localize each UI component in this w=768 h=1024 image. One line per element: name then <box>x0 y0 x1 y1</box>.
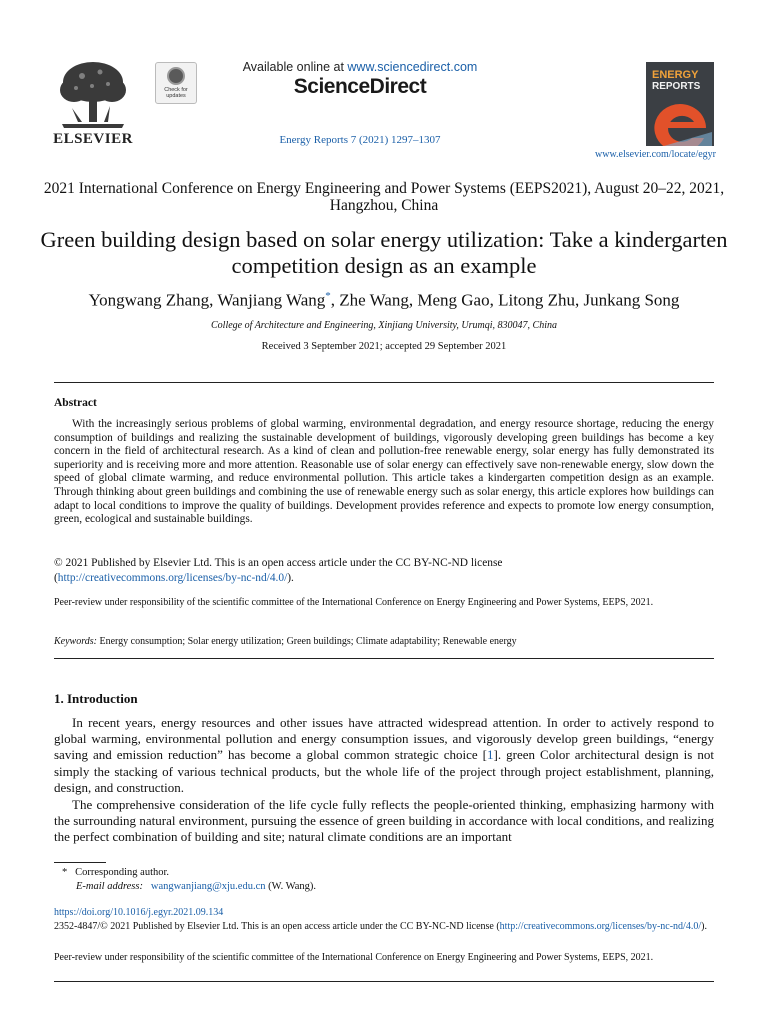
abstract-license: © 2021 Published by Elsevier Ltd. This is an open access article under the CC BY-NC-ND license (http://creativecommons.org/licenses/by-nc-nd/4.0/). <box>54 557 503 584</box>
journal-citation[interactable]: Energy Reports 7 (2021) 1297–1307 <box>279 134 441 146</box>
conference-line: 2021 International Conference on Energy Engineering and Power Systems (EEPS2021), August 20–22, 2021, Hangzhou, China <box>43 180 725 214</box>
keywords: Keywords: Energy consumption; Solar energy utilization; Green buildings; Climate adaptability; Renewable energy <box>54 636 517 647</box>
cover-title-line1: ENERGY <box>652 69 699 81</box>
bottom-peer-review: Peer-review under responsibility of the scientific committee of the International Conference on Energy Engineering and Power Systems, EEPS, 2021. <box>54 952 654 963</box>
bottom-license-link[interactable]: http://creativecommons.org/licenses/by-nc-nd/4.0/ <box>499 921 702 932</box>
article-title: Green building design based on solar energy utilization: Take a kindergarten competition design as an example <box>40 227 728 278</box>
affiliation: College of Architecture and Engineering, Xinjiang University, Urumqi, 830047, China <box>211 320 557 331</box>
author-list: Yongwang Zhang, Wanjiang Wang*, Zhe Wang, Meng Gao, Litong Zhu, Junkang Song <box>88 290 680 310</box>
received-dates: Received 3 September 2021; accepted 29 September 2021 <box>261 341 507 352</box>
check-for-updates-badge[interactable] <box>155 62 197 104</box>
license-link[interactable]: http://creativecommons.org/licenses/by-nc-nd/4.0/ <box>57 571 288 584</box>
check-updates-label: Check for updates <box>164 87 188 99</box>
section-heading-introduction: 1. Introduction <box>54 691 138 706</box>
reference-link[interactable]: 1 <box>487 747 494 763</box>
abstract-heading: Abstract <box>54 397 97 409</box>
journal-cover[interactable] <box>646 62 714 146</box>
publisher-name: ELSEVIER <box>53 131 133 147</box>
available-online: Available online at www.sciencedirect.com <box>242 60 478 74</box>
divider <box>54 981 714 982</box>
journal-homepage-link[interactable]: www.elsevier.com/locate/egyr <box>595 149 716 160</box>
cover-e-graphic <box>648 98 712 146</box>
abstract-body: With the increasingly serious problems of global warming, environmental degradation, and energy resource shortage, reducing the energy consumption of buildings and realizing the sustainable development of buildings, vigorously developing green buildings has become a key concern in the field of architectural research. As a kind of clean and pollution-free renewable energy, solar energy has fully demonstrated its superiority and is receiving more and more attention. Reasonable use of solar energy can effectively save non-renewable energy, slow down the speed of global climate warming, and reduce environmental pollution. This article takes a kindergarten competition design as an example. Through thinking about green buildings and combining the use of renewable energy such as solar energy, this article explores how buildings can adapt to local conditions to improve the quality of buildings. Development provides reference and expects to promote low energy consumption, green, ecological and sustainable buildings. <box>54 418 714 526</box>
divider <box>54 658 714 659</box>
doi-url[interactable]: https://doi.org/10.1016/j.egyr.2021.09.134 <box>54 907 224 918</box>
intro-paragraph-1: In recent years, energy resources and other issues have attracted widespread attention. In order to actively respond to global warming, environmental pollution and energy consumption issues, and vigorously develop green buildings, “energy saving and emission reduction” has become a global common strategic choice [1]. green Color architectural design is not simply the stacking of various technical products, but the whole life of the project through project establishment, planning, design, and construction. <box>54 715 714 795</box>
doi-link <box>54 906 714 919</box>
author-email-link[interactable]: wangwanjiang@xju.edu.cn <box>150 881 266 892</box>
updates-icon <box>167 67 185 85</box>
abstract-peer-review: Peer-review under responsibility of the scientific committee of the International Conference on Energy Engineering and Power Systems, EEPS, 2021. <box>54 597 654 608</box>
cover-title-line2: REPORTS <box>652 81 701 92</box>
sciencedirect-link[interactable]: www.sciencedirect.com <box>347 60 478 74</box>
sciencedirect-wordmark: ScienceDirect <box>293 75 427 98</box>
corresponding-author-mark[interactable]: * <box>325 290 331 302</box>
divider <box>54 382 714 383</box>
intro-paragraph-2: The comprehensive consideration of the life cycle fully reflects the people-oriented thinking, emphasizing harmony with the surrounding natural environment, pursuing the essence of green building in accordance with local conditions, and realizing the perfect combination of building and site; natural climate conditions are an important <box>54 797 714 845</box>
footnote-divider <box>54 862 106 863</box>
issn-license: 2352-4847/© 2021 Published by Elsevier Ltd. This is an open access article under the CC BY-NC-ND license (http://creativecommons.org/licenses/by-nc-nd/4.0/). <box>54 921 707 932</box>
footnote: * Corresponding author. E-mail address: wangwanjiang@xju.edu.cn (W. Wang). <box>62 867 316 892</box>
